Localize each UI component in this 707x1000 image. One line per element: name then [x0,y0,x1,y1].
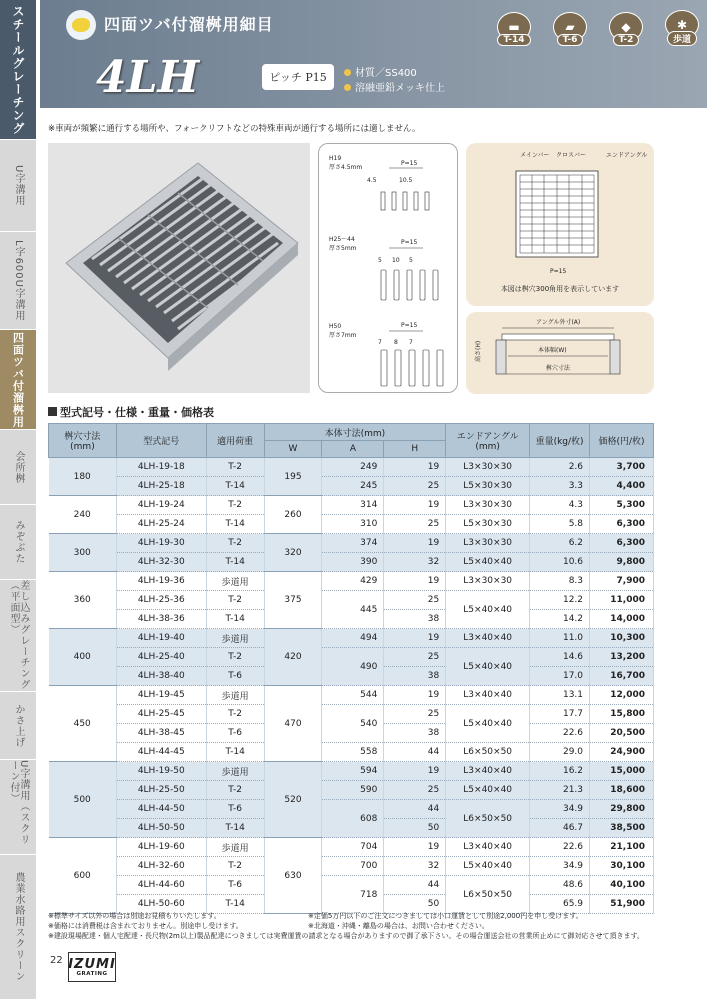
cell-height: 44 [384,800,446,819]
footnote-1: ※標準サイズ以外の場合は別途お見積もりいたします。 [48,912,221,920]
cell-weight: 14.2 [530,610,590,629]
cell-end-angle: L3×40×40 [446,686,530,705]
cell-load: T-14 [206,610,264,629]
body-width-label: 本体幅(W) [538,347,567,354]
table-title [48,404,214,420]
cell-end-angle: L5×40×40 [446,553,530,572]
sidebar-item-0[interactable]: スチールグレーチング [0,0,36,140]
h19-thickness: 厚さ4.5mm [329,164,363,171]
sidebar-item-4[interactable]: 会所桝 [0,430,36,505]
main-bar-label: メインバー [520,152,550,159]
cell-end-angle: L6×50×50 [446,743,530,762]
footnote-5: ※建設現場配達・個人宅配達・長尺物(2m以上)製品配達につきましては実費運賃の請求となる場合がありますので御了承下さい。その場合運送会社の営業所止めにて御対応させて頂きます。 [48,932,644,940]
cell-angle-outer: 374 [322,534,384,553]
cell-load: T-14 [206,553,264,572]
cell-end-angle: L3×40×40 [446,762,530,781]
cell-weight: 65.9 [530,895,590,914]
table-row [49,534,654,553]
cell-weight: 34.9 [530,857,590,876]
col-h: H [384,441,446,458]
cell-model: 4LH-19-45 [116,686,206,705]
h19-label: H19 [329,155,342,162]
end-angle-label: エンドアングル [606,152,648,159]
cell-model: 4LH-19-60 [116,838,206,857]
cell-angle-outer: 494 [322,629,384,648]
table-row [49,496,654,515]
h25-thickness: 厚さ5mm [329,245,357,252]
cell-weight: 46.7 [530,819,590,838]
h19-dim-a: 4.5 [367,177,377,184]
cell-load: T-6 [206,800,264,819]
cell-model: 4LH-19-50 [116,762,206,781]
cell-end-angle: L5×40×40 [446,648,530,686]
cell-price: 18,600 [590,781,654,800]
cell-width: 260 [264,496,322,534]
table-row [49,705,654,724]
cell-load: T-2 [206,591,264,610]
cell-price: 11,000 [590,591,654,610]
cell-model: 4LH-38-45 [116,724,206,743]
sidebar-item-6[interactable]: 差し込みグレーチング（平面型） [0,580,36,692]
load-class-2 [602,10,650,46]
angle-outer-label: アングル外寸(A) [536,319,581,326]
cell-load: T-2 [206,534,264,553]
cell-height: 25 [384,705,446,724]
cell-model: 4LH-38-36 [116,610,206,629]
cell-height: 19 [384,838,446,857]
load-class-3 [658,10,706,46]
table-row [49,686,654,705]
h19-dim-b: 10.5 [399,177,413,184]
cell-height: 38 [384,610,446,629]
col-hole: 桝穴寸法 (mm) [49,424,117,458]
load-class-label: T-2 [613,34,640,46]
col-model: 型式記号 [116,424,206,458]
cell-end-angle: L3×40×40 [446,838,530,857]
cell-price: 15,000 [590,762,654,781]
cell-load: T-14 [206,895,264,914]
cell-angle-outer: 704 [322,838,384,857]
cell-weight: 17.7 [530,705,590,724]
cell-height: 19 [384,762,446,781]
cell-hole-size: 450 [49,686,117,762]
cell-angle-outer: 249 [322,458,384,477]
cell-model: 4LH-25-24 [116,515,206,534]
cell-height: 25 [384,648,446,667]
cell-weight: 2.6 [530,458,590,477]
cell-hole-size: 500 [49,762,117,838]
pedestrian-icon: ✱ [665,10,699,39]
cell-model: 4LH-19-36 [116,572,206,591]
cell-model: 4LH-38-40 [116,667,206,686]
cell-price: 30,100 [590,857,654,876]
table-row [49,515,654,534]
brand-name: IZUMI [68,956,116,972]
sidebar-item-2[interactable]: L字600U字溝用 [0,232,36,330]
page-header [40,0,707,108]
sidebar-item-9[interactable]: 農業水路用スクリーン [0,855,36,1000]
cell-angle-outer: 429 [322,572,384,591]
cell-weight: 12.2 [530,591,590,610]
cell-end-angle: L5×30×30 [446,477,530,496]
cell-model: 4LH-19-18 [116,458,206,477]
cell-height: 38 [384,667,446,686]
load-class-label: T-14 [497,34,530,46]
cell-angle-outer: 445 [322,591,384,629]
cell-weight: 16.2 [530,762,590,781]
table-row [49,876,654,895]
h50-label: H50 [329,323,342,330]
sidebar-item-8[interactable]: U字溝用（スクリーン付） [0,760,36,855]
cell-model: 4LH-25-18 [116,477,206,496]
load-class-label: T-6 [557,34,584,46]
height-label: 高さ(H) [475,340,482,362]
load-class-0 [490,10,538,46]
cell-model: 4LH-25-50 [116,781,206,800]
h25-pitch: P=15 [401,239,418,246]
table-title-text: 型式記号・仕様・重量・価格表 [60,406,214,419]
table-row [49,800,654,819]
cell-end-angle: L3×30×30 [446,572,530,591]
cell-angle-outer: 590 [322,781,384,800]
cell-price: 6,300 [590,534,654,553]
cell-height: 25 [384,591,446,610]
cell-price: 21,100 [590,838,654,857]
col-weight: 重量(kg/枚) [530,424,590,458]
cell-hole-size: 300 [49,534,117,572]
cell-end-angle: L5×40×40 [446,781,530,800]
cell-price: 51,900 [590,895,654,914]
spec-price-table [48,423,654,914]
cell-load: T-6 [206,667,264,686]
cell-price: 5,300 [590,496,654,515]
product-photo [48,143,310,393]
cell-weight: 5.8 [530,515,590,534]
table-row [49,838,654,857]
cell-hole-size: 400 [49,629,117,686]
cell-end-angle: L3×40×40 [446,629,530,648]
cell-load: T-2 [206,496,264,515]
cell-height: 44 [384,876,446,895]
cell-load: 歩道用 [206,629,264,648]
cell-width: 420 [264,629,322,686]
table-row [49,857,654,876]
cell-price: 9,800 [590,553,654,572]
cell-model: 4LH-19-40 [116,629,206,648]
cell-end-angle: L6×50×50 [446,876,530,914]
usage-note: ※車両が頻繁に通行する場所や、フォークリフトなどの特殊車両が通行する場所には適しません。 [48,124,421,134]
footnote-3: ※価格には消費税は含まれておりません。別途申し受けます。 [48,922,243,930]
cell-angle-outer: 490 [322,648,384,686]
cell-price: 20,500 [590,724,654,743]
col-a: A [322,441,384,458]
page-number: 22 [50,955,63,966]
cell-end-angle: L5×40×40 [446,857,530,876]
h50-dim-b: 8 [394,339,398,346]
cell-end-angle: L3×30×30 [446,458,530,477]
cell-model: 4LH-50-60 [116,895,206,914]
table-row [49,648,654,667]
col-angle: エンドアングル (mm) [446,424,530,458]
cell-height: 25 [384,477,446,496]
cell-load: T-14 [206,743,264,762]
cell-weight: 48.6 [530,876,590,895]
cell-weight: 11.0 [530,629,590,648]
cell-height: 25 [384,515,446,534]
cell-weight: 14.6 [530,648,590,667]
cell-load: T-14 [206,819,264,838]
cell-price: 10,300 [590,629,654,648]
h50-thickness: 厚さ7mm [329,332,357,339]
bus-icon: ▬ [497,12,531,42]
h25-dim-b: 10 [392,257,400,264]
sidebar-item-3[interactable]: 四面ツバ付溜桝用 [0,330,36,430]
cell-width: 470 [264,686,322,762]
cell-end-angle: L3×30×30 [446,496,530,515]
load-class-1 [546,10,594,46]
cell-angle-outer: 718 [322,876,384,914]
cell-model: 4LH-44-60 [116,876,206,895]
cell-angle-outer: 390 [322,553,384,572]
cell-price: 13,200 [590,648,654,667]
h25-label: H25〜44 [329,236,355,243]
cell-height: 19 [384,629,446,648]
cell-height: 19 [384,496,446,515]
cell-angle-outer: 700 [322,857,384,876]
cell-price: 3,700 [590,458,654,477]
cell-weight: 10.6 [530,553,590,572]
cell-price: 29,800 [590,800,654,819]
product-subtitle: 四面ツバ付溜桝用細目 [104,15,274,34]
h50-pitch: P=15 [401,322,418,329]
plan-pitch: P=15 [550,268,567,275]
cell-height: 25 [384,781,446,800]
cell-load: T-2 [206,705,264,724]
cell-weight: 8.3 [530,572,590,591]
cell-end-angle: L5×30×30 [446,515,530,534]
brand-logo [68,952,116,982]
cell-load: T-6 [206,876,264,895]
col-load: 適用荷重 [206,424,264,458]
cell-weight: 22.6 [530,724,590,743]
section-view-diagram [466,312,654,394]
cell-model: 4LH-44-45 [116,743,206,762]
load-class-label: 歩道 [667,31,697,46]
grating-photo-image [48,143,310,393]
h19-pitch: P=15 [401,160,418,167]
cell-height: 38 [384,724,446,743]
cell-hole-size: 240 [49,496,117,534]
sidebar-item-7[interactable]: かさ上げ [0,692,36,760]
cell-load: T-2 [206,458,264,477]
cell-load: T-6 [206,724,264,743]
cell-end-angle: L5×40×40 [446,591,530,629]
sidebar-item-1[interactable]: U字溝用 [0,140,36,232]
cell-weight: 4.3 [530,496,590,515]
spec-material-text: 材質／SS400 [355,68,417,79]
cell-model: 4LH-32-30 [116,553,206,572]
hole-size-label: 桝穴寸法 [546,365,571,372]
plan-caption: 本図は桝穴300角用を表示しています [500,285,620,293]
cell-model: 4LH-19-24 [116,496,206,515]
cell-load: 歩道用 [206,838,264,857]
cell-load: 歩道用 [206,572,264,591]
cell-weight: 17.0 [530,667,590,686]
cell-width: 320 [264,534,322,572]
spec-list [344,66,445,96]
table-row [49,458,654,477]
table-row [49,781,654,800]
table-row [49,572,654,591]
cell-height: 50 [384,819,446,838]
cell-angle-outer: 540 [322,705,384,743]
cell-height: 32 [384,553,446,572]
cell-weight: 29.0 [530,743,590,762]
cell-angle-outer: 245 [322,477,384,496]
cell-end-angle: L3×30×30 [446,534,530,553]
cell-weight: 3.3 [530,477,590,496]
cell-load: T-2 [206,648,264,667]
cell-price: 16,700 [590,667,654,686]
cell-width: 195 [264,458,322,496]
cell-hole-size: 180 [49,458,117,496]
cell-end-angle: L6×50×50 [446,800,530,838]
cell-angle-outer: 310 [322,515,384,534]
cell-height: 50 [384,895,446,914]
cell-price: 7,900 [590,572,654,591]
cell-price: 14,000 [590,610,654,629]
h50-dim-a: 7 [378,339,382,346]
cell-height: 19 [384,534,446,553]
cell-load: T-2 [206,857,264,876]
footnotes [48,911,668,941]
truck-icon: ▰ [553,12,587,42]
table-body [49,458,654,914]
cell-weight: 6.2 [530,534,590,553]
table-row [49,553,654,572]
section-sidebar [0,0,36,1000]
sidebar-item-5[interactable]: みぞぶた [0,505,36,580]
table-row [49,743,654,762]
cell-hole-size: 600 [49,838,117,914]
cell-model: 4LH-19-30 [116,534,206,553]
car-icon: ◆ [609,12,643,42]
cell-price: 6,300 [590,515,654,534]
cell-width: 520 [264,762,322,838]
cell-price: 4,400 [590,477,654,496]
cell-model: 4LH-25-36 [116,591,206,610]
bar-cross-section-diagram [319,144,459,394]
plan-view-diagram [466,143,654,306]
cell-end-angle: L5×40×40 [446,705,530,743]
cell-angle-outer: 608 [322,800,384,838]
cell-load: T-14 [206,515,264,534]
cell-load: T-2 [206,781,264,800]
h25-dim-c: 5 [409,257,413,264]
load-class-icons [490,10,706,46]
spec-material [344,66,445,81]
cell-price: 24,900 [590,743,654,762]
cell-price: 38,500 [590,819,654,838]
cell-load: 歩道用 [206,686,264,705]
cell-load: 歩道用 [206,762,264,781]
cell-model: 4LH-25-45 [116,705,206,724]
category-logo-icon [66,10,96,40]
plan-view-panel [466,143,654,306]
cell-load: T-14 [206,477,264,496]
cell-model: 4LH-44-50 [116,800,206,819]
cell-angle-outer: 558 [322,743,384,762]
cell-height: 44 [384,743,446,762]
table-row [49,591,654,610]
cell-price: 15,800 [590,705,654,724]
col-price: 価格(円/枚) [590,424,654,458]
cell-height: 19 [384,686,446,705]
section-view-panel [466,312,654,394]
table-row [49,477,654,496]
cell-width: 630 [264,838,322,914]
spec-finish [344,81,445,96]
cell-price: 40,100 [590,876,654,895]
product-model: 4LH [96,52,200,103]
cell-angle-outer: 544 [322,686,384,705]
cell-weight: 22.6 [530,838,590,857]
table-row [49,629,654,648]
cell-height: 19 [384,572,446,591]
cell-weight: 13.1 [530,686,590,705]
cell-width: 375 [264,572,322,629]
footnote-4: ※北海道・沖縄・離島の場合は、お問い合わせください。 [308,922,489,930]
table-row [49,762,654,781]
cell-weight: 34.9 [530,800,590,819]
cell-weight: 21.3 [530,781,590,800]
col-body: 本体寸法(mm) [264,424,446,441]
cell-angle-outer: 594 [322,762,384,781]
cross-bar-label: クロスバー [556,152,587,159]
h50-dim-c: 7 [409,339,413,346]
h25-dim-a: 5 [378,257,382,264]
brand-sub: GRATING [76,970,108,977]
cell-height: 32 [384,857,446,876]
cell-price: 12,000 [590,686,654,705]
cell-height: 19 [384,458,446,477]
footnote-2: ※定価5万円以下のご注文につきましては小口運賃として別途2,000円を申し受けます。 [308,912,583,920]
cell-hole-size: 360 [49,572,117,629]
bar-cross-section-panel [318,143,458,393]
col-w: W [264,441,322,458]
spec-finish-text: 溶融亜鉛メッキ仕上 [355,83,445,94]
cell-model: 4LH-32-60 [116,857,206,876]
cell-model: 4LH-25-40 [116,648,206,667]
pitch-badge: ピッチ P15 [262,64,334,90]
cell-angle-outer: 314 [322,496,384,515]
cell-model: 4LH-50-50 [116,819,206,838]
